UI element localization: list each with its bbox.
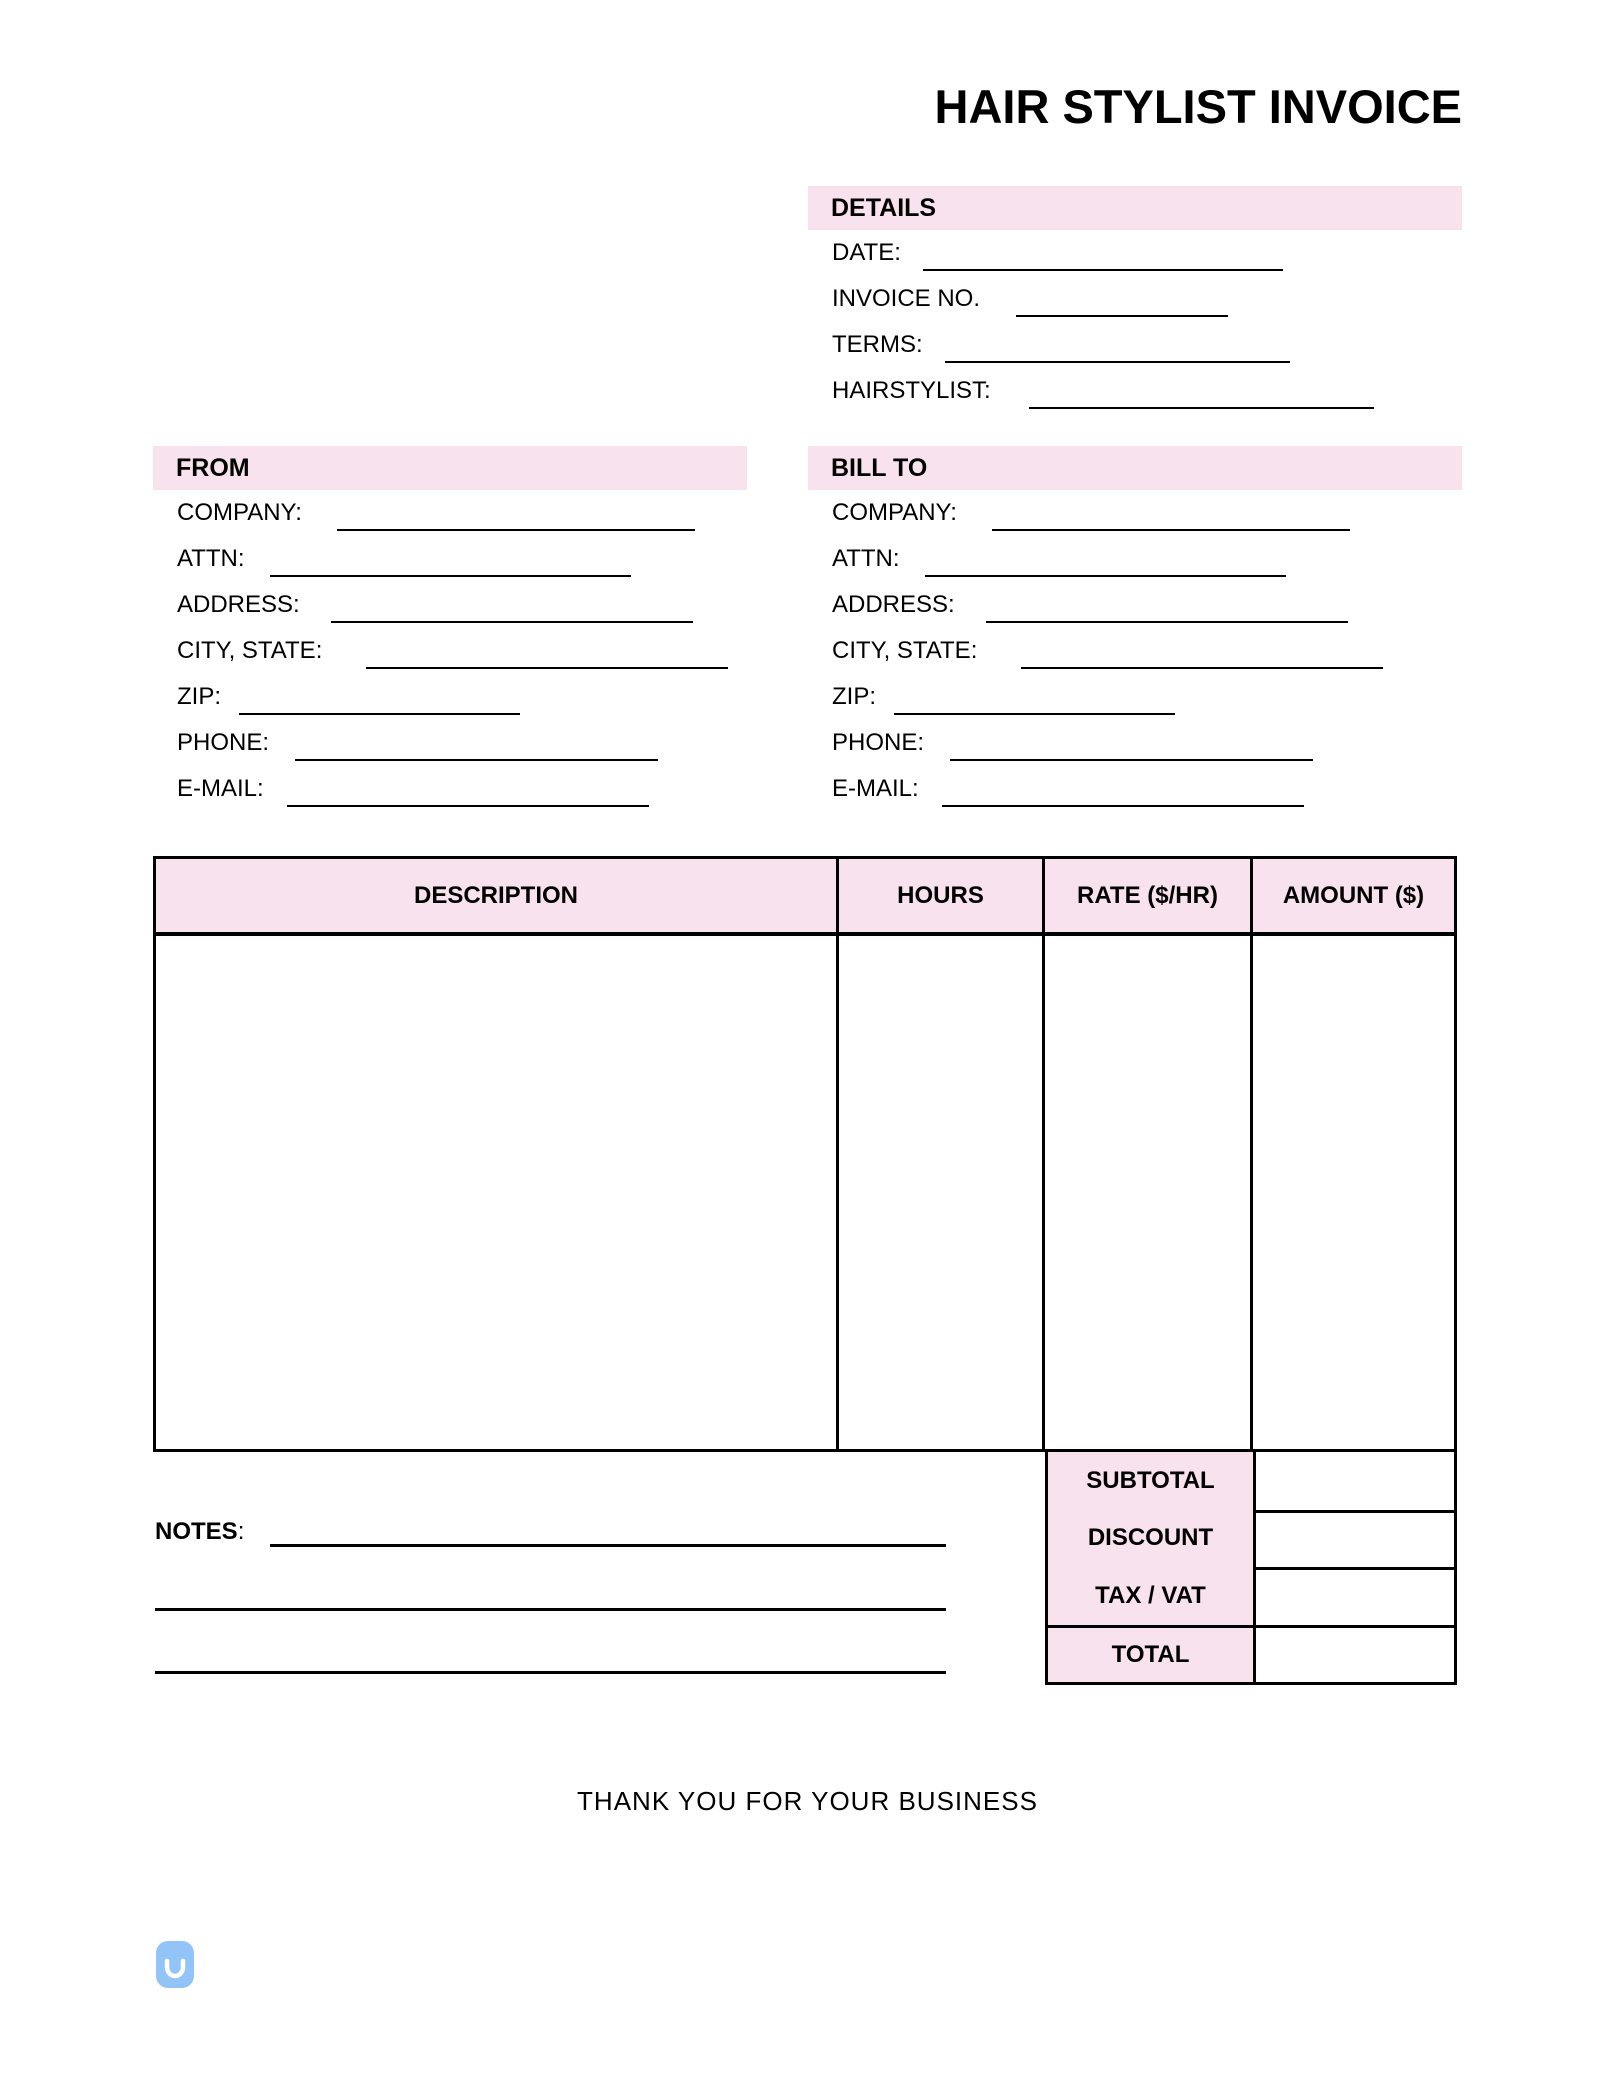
from-section-header <box>153 446 747 490</box>
from-phone-fill-line[interactable] <box>295 759 658 761</box>
thank-you-message: THANK YOU FOR YOUR BUSINESS <box>577 1786 1038 1816</box>
column-header-rate: RATE ($/HR) <box>1045 859 1253 932</box>
tax-vat-value-cell[interactable] <box>1256 1567 1454 1625</box>
bill-to-attn-fill-line[interactable] <box>925 575 1286 577</box>
tax-vat-label: TAX / VAT <box>1048 1567 1256 1625</box>
items-table-header-row <box>156 859 1454 936</box>
bill-to-city-state-row <box>832 627 1432 673</box>
total-label: TOTAL <box>1048 1625 1256 1683</box>
notes-fill-line-3[interactable] <box>155 1671 946 1674</box>
bill-to-phone-fill-line[interactable] <box>950 759 1313 761</box>
bill-to-section-header-label: BILL TO <box>831 454 928 482</box>
bill-to-section-header <box>808 446 1462 490</box>
bill-to-address-fill-line[interactable] <box>986 621 1348 623</box>
terms-field-row <box>832 321 1432 367</box>
from-email-label: E-MAIL: <box>177 775 264 802</box>
column-header-description: DESCRIPTION <box>156 859 839 932</box>
hairstylist-field-row <box>832 367 1432 413</box>
terms-fill-line[interactable] <box>945 361 1290 363</box>
bill-to-address-label: ADDRESS: <box>832 591 955 618</box>
subtotal-value-cell[interactable] <box>1256 1452 1454 1510</box>
summary-table <box>1045 1449 1457 1685</box>
from-city-state-fill-line[interactable] <box>366 667 728 669</box>
bill-to-fields <box>832 489 1432 811</box>
from-address-label: ADDRESS: <box>177 591 300 618</box>
date-label: DATE: <box>832 239 901 266</box>
invoice-no-field-row <box>832 275 1432 321</box>
details-section-header-label: DETAILS <box>831 194 937 222</box>
from-email-fill-line[interactable] <box>287 805 649 807</box>
from-email-row <box>177 765 757 811</box>
from-attn-row <box>177 535 757 581</box>
bill-to-email-fill-line[interactable] <box>942 805 1304 807</box>
hairstylist-fill-line[interactable] <box>1029 407 1374 409</box>
item-amount-cell[interactable] <box>1253 936 1454 1449</box>
details-section-header <box>808 186 1462 230</box>
bill-to-attn-row <box>832 535 1432 581</box>
bill-to-company-label: COMPANY: <box>832 499 957 526</box>
details-fields <box>832 229 1432 413</box>
bill-to-phone-label: PHONE: <box>832 729 925 756</box>
discount-label: DISCOUNT <box>1048 1510 1256 1568</box>
from-phone-row <box>177 719 757 765</box>
date-field-row <box>832 229 1432 275</box>
hairstylist-label: HAIRSTYLIST: <box>832 377 991 404</box>
from-fields <box>177 489 757 811</box>
item-hours-cell[interactable] <box>839 936 1045 1449</box>
items-table <box>153 856 1457 1452</box>
from-phone-label: PHONE: <box>177 729 270 756</box>
column-header-hours: HOURS <box>839 859 1045 932</box>
total-value-cell[interactable] <box>1256 1625 1454 1683</box>
from-company-label: COMPANY: <box>177 499 302 526</box>
bill-to-city-state-fill-line[interactable] <box>1021 667 1383 669</box>
from-company-fill-line[interactable] <box>337 529 695 531</box>
summary-row-discount <box>1048 1510 1454 1568</box>
from-zip-fill-line[interactable] <box>239 713 520 715</box>
smile-app-icon <box>156 1941 194 1988</box>
items-table-body-row <box>156 936 1454 1449</box>
bill-to-email-row <box>832 765 1432 811</box>
from-zip-label: ZIP: <box>177 683 222 710</box>
item-rate-cell[interactable] <box>1045 936 1253 1449</box>
from-attn-fill-line[interactable] <box>270 575 631 577</box>
from-company-row <box>177 489 757 535</box>
bill-to-address-row <box>832 581 1432 627</box>
subtotal-label: SUBTOTAL <box>1048 1452 1256 1510</box>
bill-to-email-label: E-MAIL: <box>832 775 919 802</box>
summary-row-total <box>1048 1625 1454 1683</box>
item-description-cell[interactable] <box>156 936 839 1449</box>
page-title: HAIR STYLIST INVOICE <box>934 80 1462 133</box>
from-section-header-label: FROM <box>176 454 250 482</box>
bill-to-company-fill-line[interactable] <box>992 529 1350 531</box>
summary-row-tax-vat <box>1048 1567 1454 1625</box>
notes-label-text: NOTES <box>155 1518 238 1545</box>
from-address-fill-line[interactable] <box>331 621 693 623</box>
date-fill-line[interactable] <box>923 269 1283 271</box>
terms-label: TERMS: <box>832 331 923 358</box>
notes-fill-line-1[interactable] <box>270 1544 946 1547</box>
from-attn-label: ATTN: <box>177 545 245 572</box>
notes-label-colon: : <box>237 1518 245 1545</box>
from-city-state-row <box>177 627 757 673</box>
from-city-state-label: CITY, STATE: <box>177 637 323 664</box>
invoice-no-fill-line[interactable] <box>1016 315 1228 317</box>
summary-row-subtotal <box>1048 1452 1454 1510</box>
invoice-no-label: INVOICE NO. <box>832 285 981 312</box>
notes-label <box>155 1518 244 1546</box>
bill-to-attn-label: ATTN: <box>832 545 900 572</box>
bill-to-zip-label: ZIP: <box>832 683 877 710</box>
bill-to-city-state-label: CITY, STATE: <box>832 637 978 664</box>
bill-to-zip-row <box>832 673 1432 719</box>
bill-to-phone-row <box>832 719 1432 765</box>
column-header-amount: AMOUNT ($) <box>1282 881 1425 909</box>
discount-value-cell[interactable] <box>1256 1510 1454 1568</box>
from-address-row <box>177 581 757 627</box>
bill-to-company-row <box>832 489 1432 535</box>
from-zip-row <box>177 673 757 719</box>
notes-fill-line-2[interactable] <box>155 1608 946 1611</box>
bill-to-zip-fill-line[interactable] <box>894 713 1175 715</box>
